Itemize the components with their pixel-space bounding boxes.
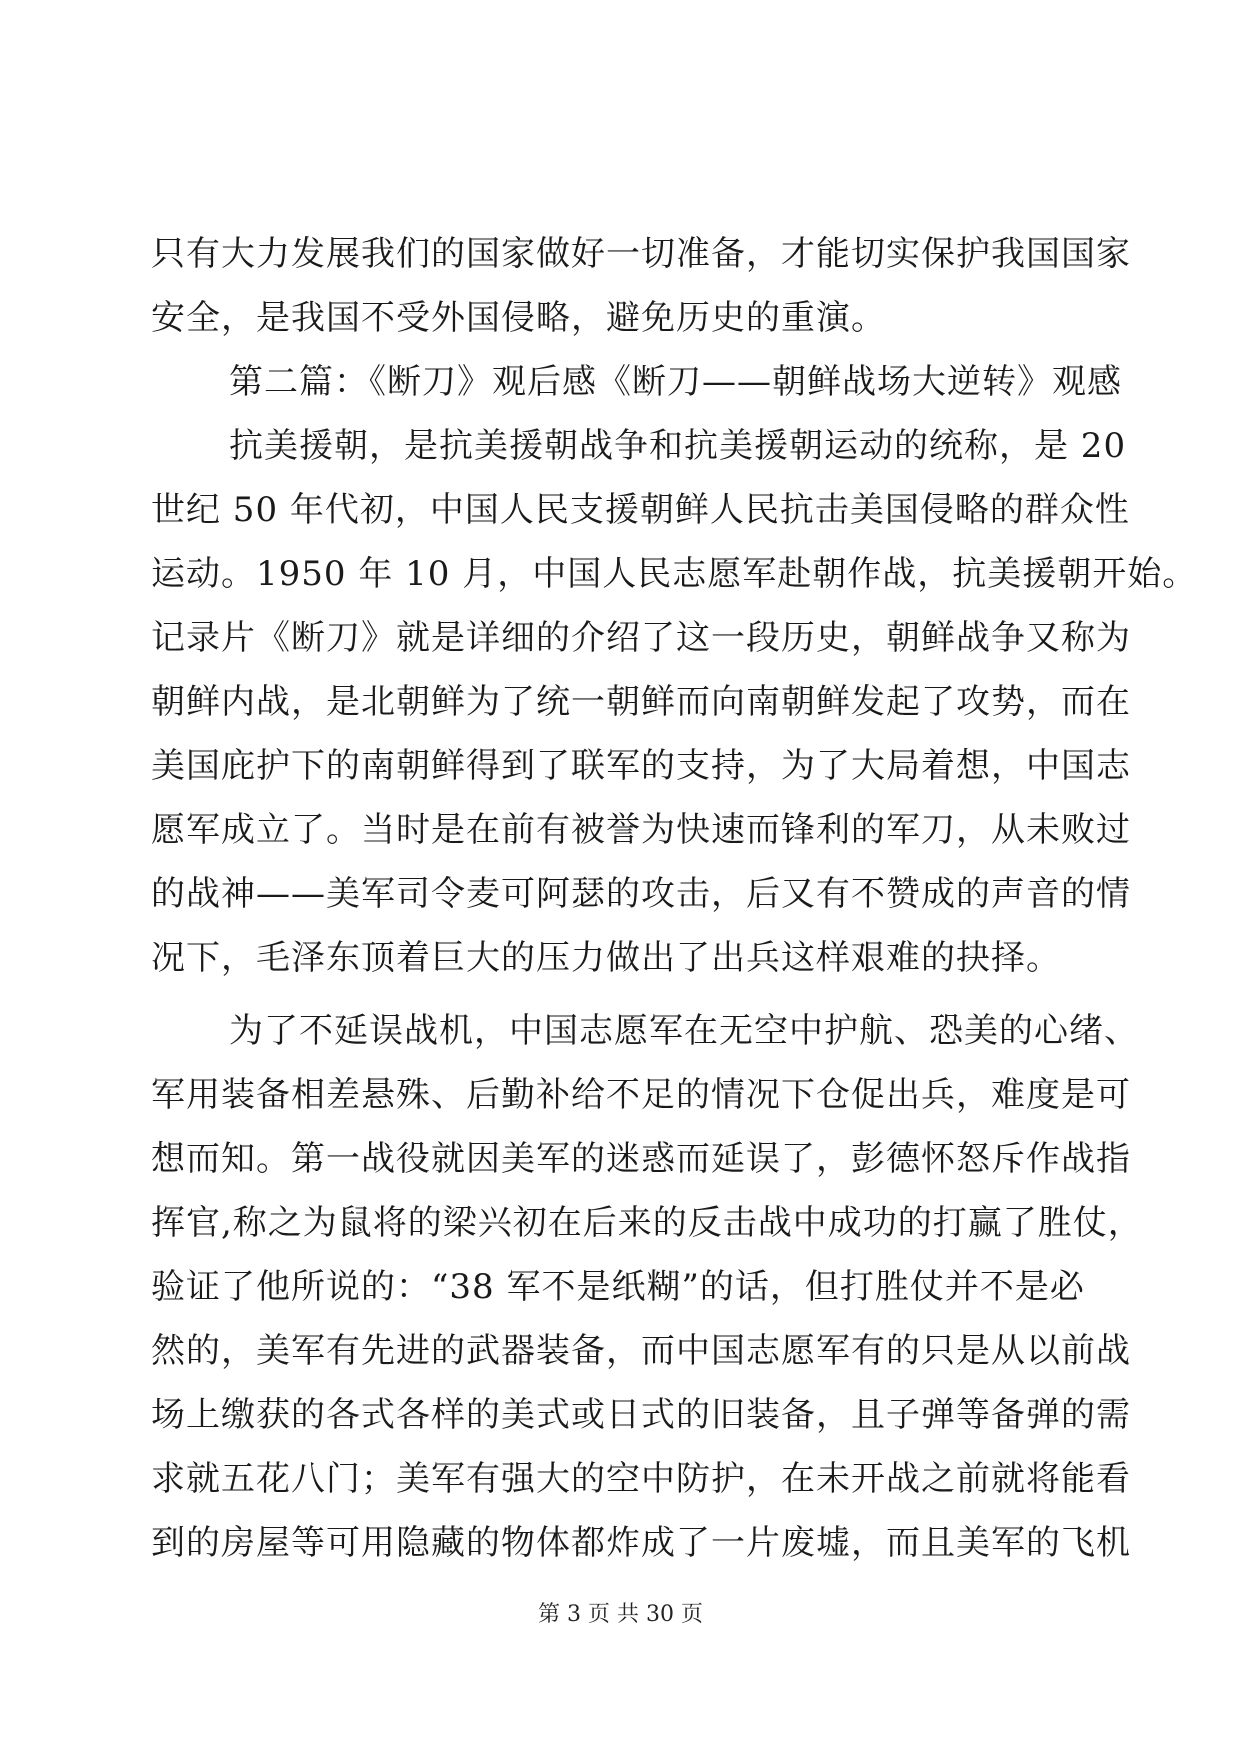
page-number: 第 3 页 共 30 页 — [538, 1602, 703, 1627]
section-heading: 第二篇：《断刀》观后感《断刀——朝鲜战场大逆转》观感 — [229, 362, 1122, 402]
text-line: 世纪 50 年代初，中国人民支援朝鲜人民抗击美国侵略的群众性 — [151, 490, 1130, 530]
text-line: 军用装备相差悬殊、后勤补给不足的情况下仓促出兵，难度是可 — [151, 1075, 1131, 1115]
text-line: 运动。1950 年 10 月，中国人民志愿军赴朝作战，抗美援朝开始。 — [151, 554, 1198, 594]
text-line: 况下，毛泽东顶着巨大的压力做出了出兵这样艰难的抉择。 — [151, 938, 1061, 978]
text-line: 为了不延误战机，中国志愿军在无空中护航、恐美的心绪、 — [229, 1011, 1139, 1051]
text-line: 的战神——美军司令麦可阿瑟的攻击，后又有不赞成的声音的情 — [151, 874, 1131, 914]
text-line: 然的，美军有先进的武器装备，而中国志愿军有的只是从以前战 — [151, 1331, 1131, 1371]
text-line: 想而知。第一战役就因美军的迷惑而延误了，彭德怀怒斥作战指 — [151, 1139, 1131, 1179]
text-line: 只有大力发展我们的国家做好一切准备，才能切实保护我国国家 — [151, 234, 1131, 274]
text-line: 愿军成立了。当时是在前有被誉为快速而锋利的军刀，从未败过 — [151, 810, 1131, 850]
text-line: 求就五花八门；美军有强大的空中防护，在未开战之前就将能看 — [151, 1459, 1131, 1499]
text-line: 记录片《断刀》就是详细的介绍了这一段历史，朝鲜战争又称为 — [151, 618, 1131, 658]
text-line: 场上缴获的各式各样的美式或日式的旧装备，且子弹等备弹的需 — [151, 1395, 1131, 1435]
text-line: 抗美援朝，是抗美援朝战争和抗美援朝运动的统称，是 20 — [229, 426, 1127, 466]
text-line: 挥官,称之为鼠将的梁兴初在后来的反击战中成功的打赢了胜仗， — [151, 1203, 1143, 1243]
text-line: 到的房屋等可用隐藏的物体都炸成了一片废墟，而且美军的飞机 — [151, 1523, 1131, 1563]
text-line: 朝鲜内战，是北朝鲜为了统一朝鲜而向南朝鲜发起了攻势，而在 — [151, 682, 1131, 722]
text-line: 美国庇护下的南朝鲜得到了联军的支持，为了大局着想，中国志 — [151, 746, 1131, 786]
text-line: 验证了他所说的：“38 军不是纸糊”的话，但打胜仗并不是必 — [151, 1267, 1085, 1307]
text-line: 安全，是我国不受外国侵略，避免历史的重演。 — [151, 298, 886, 338]
